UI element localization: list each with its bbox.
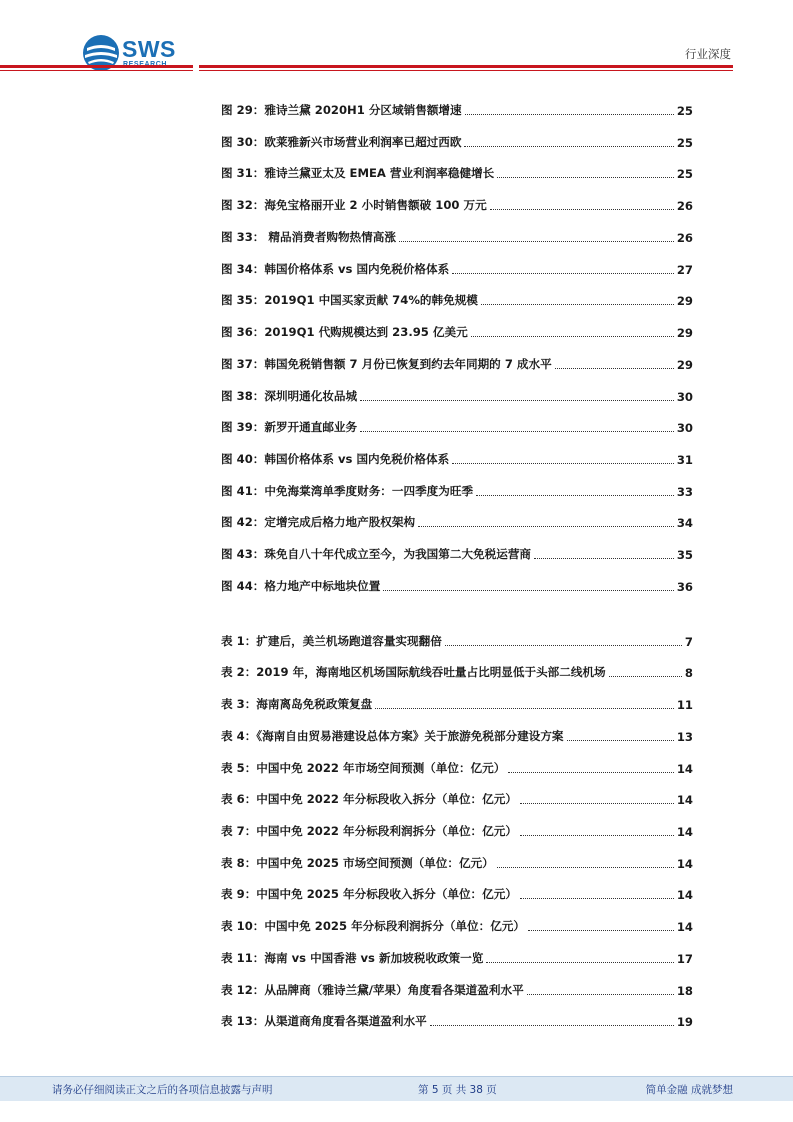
page-footer	[0, 1076, 793, 1101]
toc-entry[interactable]: 图 43：珠免自八十年代成立至今，为我国第二大免税运营商 35	[221, 547, 693, 562]
toc-entry[interactable]: 图 36：2019Q1 代购规模达到 23.95 亿美元 29	[221, 325, 693, 340]
toc-entry[interactable]: 图 34：韩国价格体系 vs 国内免税价格体系 27	[221, 262, 693, 277]
toc-entry[interactable]: 图 41：中免海棠湾单季度财务：一四季度为旺季 33	[221, 484, 693, 499]
toc-entry[interactable]: 图 39：新罗开通直邮业务 30	[221, 420, 693, 435]
toc-entry[interactable]: 表 9：中国中免 2025 年分标段收入拆分（单位：亿元） 14	[221, 887, 693, 902]
header-rule-left	[0, 65, 193, 68]
toc-entry[interactable]: 图 35：2019Q1 中国买家贡献 74%的韩免规模 29	[221, 293, 693, 308]
report-category: 行业深度	[685, 47, 731, 61]
toc-entry[interactable]: 表 2：2019 年，海南地区机场国际航线吞吐量占比明显低于头部二线机场 8	[221, 665, 693, 680]
toc-entry[interactable]: 表 10：中国中免 2025 年分标段利润拆分（单位：亿元） 14	[221, 919, 693, 934]
toc-entry[interactable]: 图 33： 精品消费者购物热情高涨 26	[221, 230, 693, 245]
header-rule-right	[199, 65, 733, 68]
toc-entry[interactable]: 表 12：从品牌商（雅诗兰黛/苹果）角度看各渠道盈利水平 18	[221, 983, 693, 998]
footer-disclaimer: 请务必仔细阅读正文之后的各项信息披露与声明	[52, 1084, 273, 1096]
toc-entry[interactable]: 图 44：格力地产中标地块位置 36	[221, 579, 693, 594]
toc-entry[interactable]: 图 30：欧莱雅新兴市场营业利润率已超过西欧 25	[221, 135, 693, 150]
toc-entry[interactable]: 图 40：韩国价格体系 vs 国内免税价格体系 31	[221, 452, 693, 467]
toc-entry[interactable]: 图 38：深圳明通化妆品城 30	[221, 389, 693, 404]
logo-text: SWS	[122, 36, 176, 62]
toc-entry[interactable]: 图 31：雅诗兰黛亚太及 EMEA 营业利润率稳健增长 25	[221, 166, 693, 181]
toc-entry[interactable]: 表 5：中国中免 2022 年市场空间预测（单位：亿元） 14	[221, 761, 693, 776]
toc-entry[interactable]: 表 4：《海南自由贸易港建设总体方案》关于旅游免税部分建设方案 13	[221, 729, 693, 744]
footer-slogan: 简单金融 成就梦想	[645, 1084, 733, 1096]
toc-entry[interactable]: 表 8：中国中免 2025 市场空间预测（单位：亿元） 14	[221, 856, 693, 871]
toc-entry[interactable]: 图 32：海免宝格丽开业 2 小时销售额破 100 万元 26	[221, 198, 693, 213]
header-rule-thin-left	[0, 70, 193, 71]
toc-entry[interactable]: 图 42：定增完成后格力地产股权架构 34	[221, 515, 693, 530]
toc-entry[interactable]: 表 1：扩建后，美兰机场跑道容量实现翻倍 7	[221, 634, 693, 649]
toc-entry[interactable]: 表 3：海南离岛免税政策复盘 11	[221, 697, 693, 712]
footer-page-info: 第 5 页 共 38 页	[418, 1084, 497, 1096]
toc-entry[interactable]: 表 11：海南 vs 中国香港 vs 新加坡税收政策一览 17	[221, 951, 693, 966]
sws-logo	[82, 34, 192, 74]
toc-entry[interactable]: 表 6：中国中免 2022 年分标段收入拆分（单位：亿元） 14	[221, 792, 693, 807]
toc-entry[interactable]: 表 7：中国中免 2022 年分标段利润拆分（单位：亿元） 14	[221, 824, 693, 839]
toc-entry[interactable]: 表 13：从渠道商角度看各渠道盈利水平 19	[221, 1014, 693, 1029]
header-rule-thin-right	[199, 70, 733, 71]
toc-entry[interactable]: 图 29：雅诗兰黛 2020H1 分区域销售额增速 25	[221, 103, 693, 118]
toc-entry[interactable]: 图 37：韩国免税销售额 7 月份已恢复到约去年同期的 7 成水平 29	[221, 357, 693, 372]
